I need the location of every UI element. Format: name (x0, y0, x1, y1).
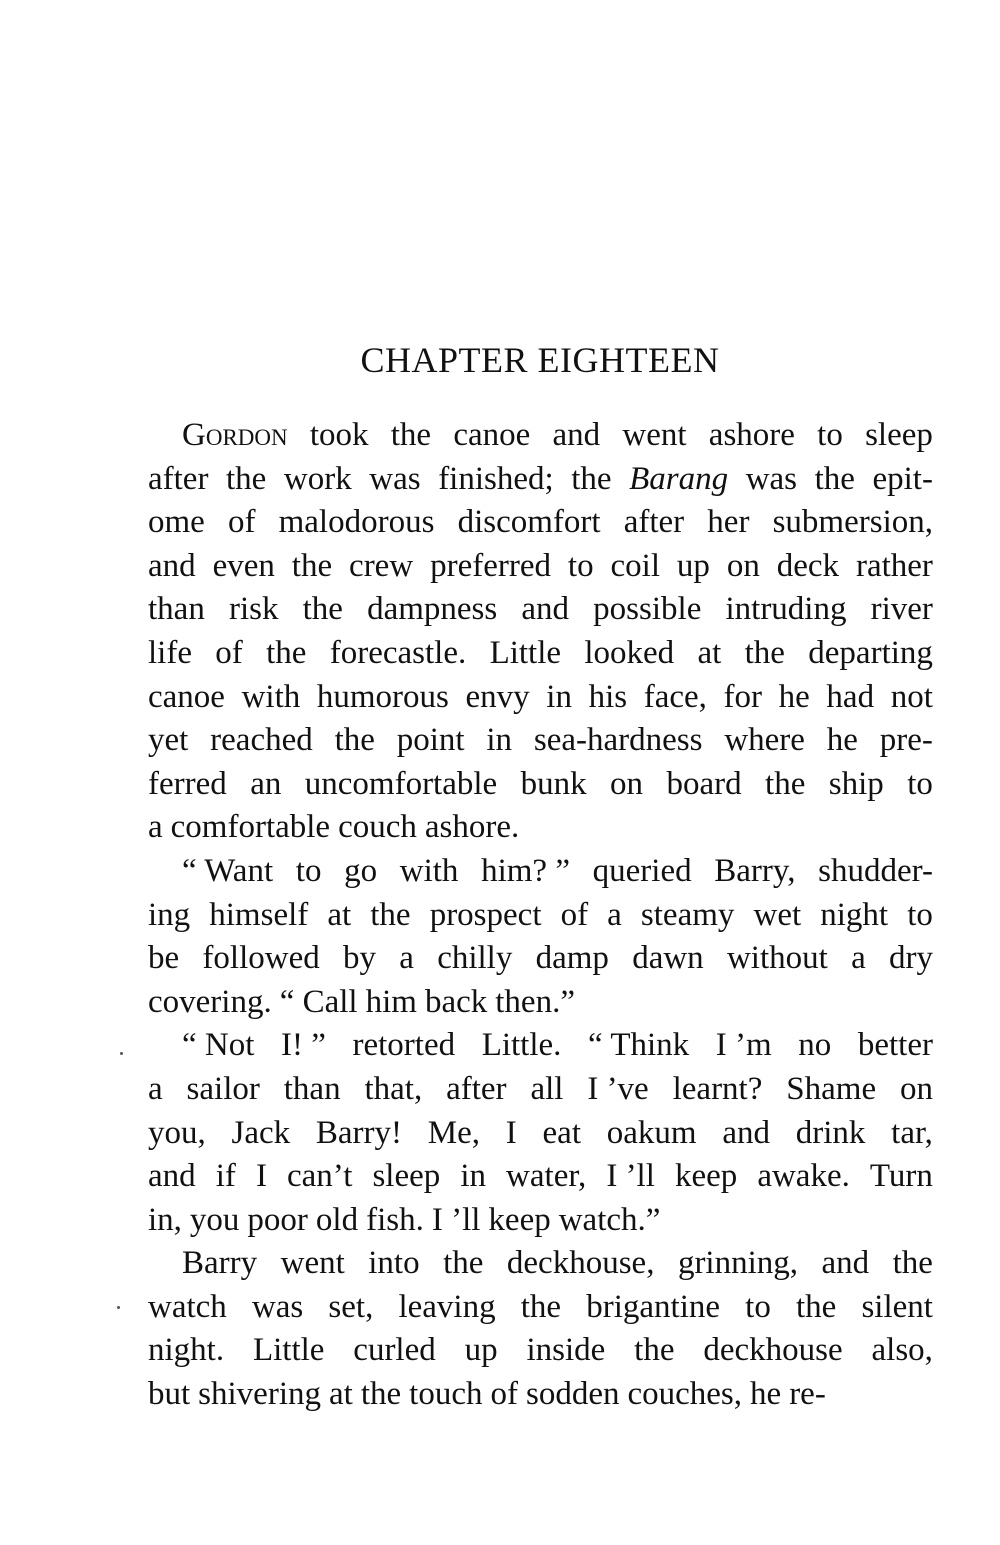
word: Barry, (714, 852, 796, 889)
word: up (676, 547, 710, 584)
word: water, (506, 1158, 587, 1195)
word: oakum (606, 1114, 697, 1151)
text-line (148, 763, 933, 807)
word: Barry (182, 1245, 258, 1282)
word: in (486, 722, 513, 759)
word: canoe (148, 678, 225, 715)
word: in, (148, 1201, 182, 1238)
word: crew (349, 547, 414, 584)
word: her (707, 504, 750, 541)
word: Shame (786, 1070, 877, 1107)
word: a (399, 940, 414, 977)
word: can’t (287, 1158, 353, 1195)
word: him? ” (481, 852, 570, 889)
word: had (826, 678, 875, 715)
word: sleep (372, 1158, 441, 1195)
word: Me, (427, 1114, 481, 1151)
word: shudder- (818, 852, 933, 889)
word: reached (210, 722, 313, 759)
word: wet (753, 896, 802, 933)
word: “ Think (588, 1027, 690, 1064)
word: “ Want (182, 852, 274, 889)
word: followed (202, 940, 320, 977)
word: envy (465, 678, 530, 715)
word: the (334, 722, 375, 759)
word: the (360, 1376, 402, 1413)
word: finished; (438, 460, 554, 497)
word: ferred (148, 765, 227, 802)
word: dampness (367, 591, 498, 628)
word: the (443, 1245, 484, 1282)
word: queried (592, 852, 692, 889)
word: and (521, 591, 570, 628)
text-line (148, 894, 933, 938)
word: rather (855, 547, 933, 584)
word: ome (148, 504, 205, 541)
word: after (148, 460, 209, 497)
word: the (520, 1288, 562, 1325)
word: grinning, (677, 1245, 799, 1282)
text-line (148, 545, 933, 589)
word: he (750, 1376, 782, 1413)
text-line (148, 1024, 933, 1068)
word: shivering (198, 1376, 321, 1413)
word: dawn (632, 940, 704, 977)
word: himself (209, 896, 309, 933)
word: went (622, 417, 687, 453)
word: in (460, 1158, 486, 1195)
word: work (283, 460, 352, 497)
word: possible (593, 591, 702, 628)
word: damp (535, 940, 609, 977)
text-line (148, 1286, 933, 1330)
word: ashore (708, 417, 795, 453)
word: but (148, 1376, 191, 1413)
word: and (148, 1158, 196, 1195)
word: chilly (437, 940, 513, 977)
body-text (148, 414, 933, 1417)
word: of (490, 1376, 518, 1413)
word: sleep (865, 417, 933, 453)
print-speck (120, 1052, 123, 1055)
word: by (343, 940, 376, 977)
word: Turn (869, 1158, 933, 1195)
word: him (365, 983, 417, 1020)
word: and (552, 417, 601, 453)
text-line (148, 588, 933, 632)
word: malodorous (278, 504, 435, 541)
word: I ’ve (587, 1070, 649, 1107)
word: be (148, 940, 180, 977)
word: brigantine (586, 1288, 721, 1325)
word: you, (148, 1114, 206, 1151)
text-line (148, 1112, 933, 1156)
word: was (369, 460, 421, 497)
word: discomfort (457, 504, 601, 541)
word: to (817, 417, 843, 453)
word: on (726, 547, 760, 584)
word: dry (888, 940, 933, 977)
word: canoe (453, 417, 531, 453)
word: sea-hardness (533, 722, 703, 759)
word: old (315, 1201, 359, 1238)
word: a (148, 809, 163, 846)
word: couch (338, 809, 417, 846)
word: leaving (398, 1288, 496, 1325)
word: he (826, 722, 858, 759)
word: his (588, 678, 628, 715)
word: on (610, 765, 644, 802)
word: Little (252, 1332, 325, 1369)
word: into (368, 1245, 420, 1282)
word: “ Not (182, 1027, 255, 1064)
word: I! ” (281, 1027, 326, 1064)
paragraph (148, 414, 933, 850)
word: go (344, 852, 378, 889)
word: after (446, 1070, 507, 1107)
word: of (215, 634, 243, 671)
word: and (821, 1245, 870, 1282)
word: and (722, 1114, 770, 1151)
word: curled (353, 1332, 436, 1369)
word: intruding (725, 591, 847, 628)
word: a (851, 940, 866, 977)
word: the (892, 1245, 933, 1282)
word: to (907, 896, 933, 933)
word: fish. (366, 1201, 424, 1238)
word: steamy (640, 896, 735, 933)
word: that, (364, 1070, 423, 1107)
word: humorous (316, 678, 449, 715)
word: learnt? (672, 1070, 763, 1107)
word: I (505, 1114, 517, 1151)
word: I (255, 1158, 267, 1195)
word: all (530, 1070, 564, 1107)
word: also, (871, 1332, 933, 1369)
word: poor (247, 1201, 308, 1238)
word: watch.” (558, 1201, 661, 1238)
word: and (148, 547, 196, 584)
word: pre- (879, 722, 933, 759)
word: forecastle. (329, 634, 467, 671)
word: up (464, 1332, 498, 1369)
word: than (148, 591, 205, 628)
text-line (148, 632, 933, 676)
word: awake. (757, 1158, 850, 1195)
word: the (765, 765, 806, 802)
word: to (745, 1288, 771, 1325)
word: I ’ll (431, 1201, 481, 1238)
word: yet (148, 722, 189, 759)
word: deckhouse, (506, 1245, 655, 1282)
word: to (567, 547, 594, 584)
word: river (870, 591, 933, 628)
word: set, (328, 1288, 374, 1325)
word: then.” (495, 983, 575, 1020)
word: “ Call (279, 983, 358, 1020)
word: the (795, 1288, 837, 1325)
word: deckhouse (703, 1332, 843, 1369)
text-line (148, 414, 933, 458)
text-line (148, 1199, 933, 1243)
word: a (607, 896, 622, 933)
paragraph (148, 1242, 933, 1416)
word: drink (795, 1114, 866, 1151)
word: keep (674, 1158, 738, 1195)
word: took (309, 417, 369, 453)
word: where (724, 722, 805, 759)
word: preferred (430, 547, 551, 584)
word: comfortable (170, 809, 331, 846)
text-line (148, 850, 933, 894)
word: face, (643, 678, 707, 715)
word: risk (228, 591, 279, 628)
paragraph (148, 1024, 933, 1242)
word: to (295, 852, 322, 889)
word: epit- (872, 460, 933, 497)
word: Little (489, 634, 562, 671)
word: bunk (520, 765, 587, 802)
word: touch (409, 1376, 483, 1413)
word: re- (789, 1376, 826, 1413)
word: sodden (525, 1376, 620, 1413)
word: at (697, 634, 722, 671)
text-line (148, 981, 933, 1025)
word: ship (828, 765, 884, 802)
word: Barry! (315, 1114, 403, 1151)
word: the (226, 460, 267, 497)
word: with (399, 852, 459, 889)
word: tar, (891, 1114, 933, 1151)
word: at (329, 1376, 353, 1413)
word: in (546, 678, 572, 715)
word: keep (488, 1201, 551, 1238)
word: Barang (629, 460, 729, 497)
word: than (283, 1070, 341, 1107)
word: even (212, 547, 275, 584)
text-line (148, 1068, 933, 1112)
word: sailor (186, 1070, 260, 1107)
word: covering. (148, 983, 272, 1020)
word: uncomfortable (304, 765, 498, 802)
word: Gordon (182, 417, 288, 453)
word: the (302, 591, 343, 628)
word: back (424, 983, 488, 1020)
word: the (571, 460, 612, 497)
word: better (857, 1027, 933, 1064)
word: at (327, 896, 352, 933)
word: a (148, 1070, 163, 1107)
word: you (189, 1201, 240, 1238)
word: silent (861, 1288, 933, 1325)
word: with (241, 678, 301, 715)
word: the (634, 1332, 675, 1369)
word: the (370, 896, 411, 933)
word: an (250, 765, 282, 802)
word: was (251, 1288, 304, 1325)
word: was (745, 460, 798, 497)
text-line (148, 1329, 933, 1373)
word: coil (610, 547, 660, 584)
word: submersion, (772, 504, 933, 541)
word: Little. (481, 1027, 562, 1064)
word: looked (584, 634, 675, 671)
word: the (744, 634, 785, 671)
word: he (778, 678, 810, 715)
word: for (723, 678, 763, 715)
word: Jack (231, 1114, 291, 1151)
text-line (148, 1373, 933, 1417)
word: the (266, 634, 307, 671)
text-line (148, 676, 933, 720)
word: night. (148, 1332, 225, 1369)
word: point (396, 722, 465, 759)
word: ing (148, 896, 191, 933)
word: after (623, 504, 685, 541)
text-line (148, 1242, 933, 1286)
text-line (148, 806, 933, 850)
chapter-heading: CHAPTER EIGHTEEN (360, 340, 720, 380)
word: of (560, 896, 589, 933)
word: I ’m (715, 1027, 772, 1064)
text-line (148, 1155, 933, 1199)
word: went (280, 1245, 345, 1282)
word: of (227, 504, 256, 541)
word: eat (542, 1114, 581, 1151)
word: to (907, 765, 933, 802)
word: retorted (352, 1027, 456, 1064)
word: couches, (627, 1376, 743, 1413)
word: without (726, 940, 828, 977)
text-line (148, 719, 933, 763)
text-line (148, 501, 933, 545)
word: departing (808, 634, 933, 671)
word: deck (776, 547, 840, 584)
word: prospect (429, 896, 542, 933)
word: if (215, 1158, 236, 1195)
word: inside (526, 1332, 606, 1369)
text-line (148, 458, 933, 502)
word: I ’ll (606, 1158, 655, 1195)
word: not (890, 678, 933, 715)
word: life (148, 634, 192, 671)
word: on (900, 1070, 933, 1107)
print-speck (117, 1306, 120, 1309)
text-line (148, 937, 933, 981)
word: watch (148, 1288, 227, 1325)
word: ashore. (424, 809, 520, 846)
word: night (820, 896, 889, 933)
paragraph (148, 850, 933, 1024)
word: the (814, 460, 855, 497)
word: no (798, 1027, 832, 1064)
word: the (291, 547, 333, 584)
word: the (390, 417, 432, 453)
word: board (666, 765, 742, 802)
